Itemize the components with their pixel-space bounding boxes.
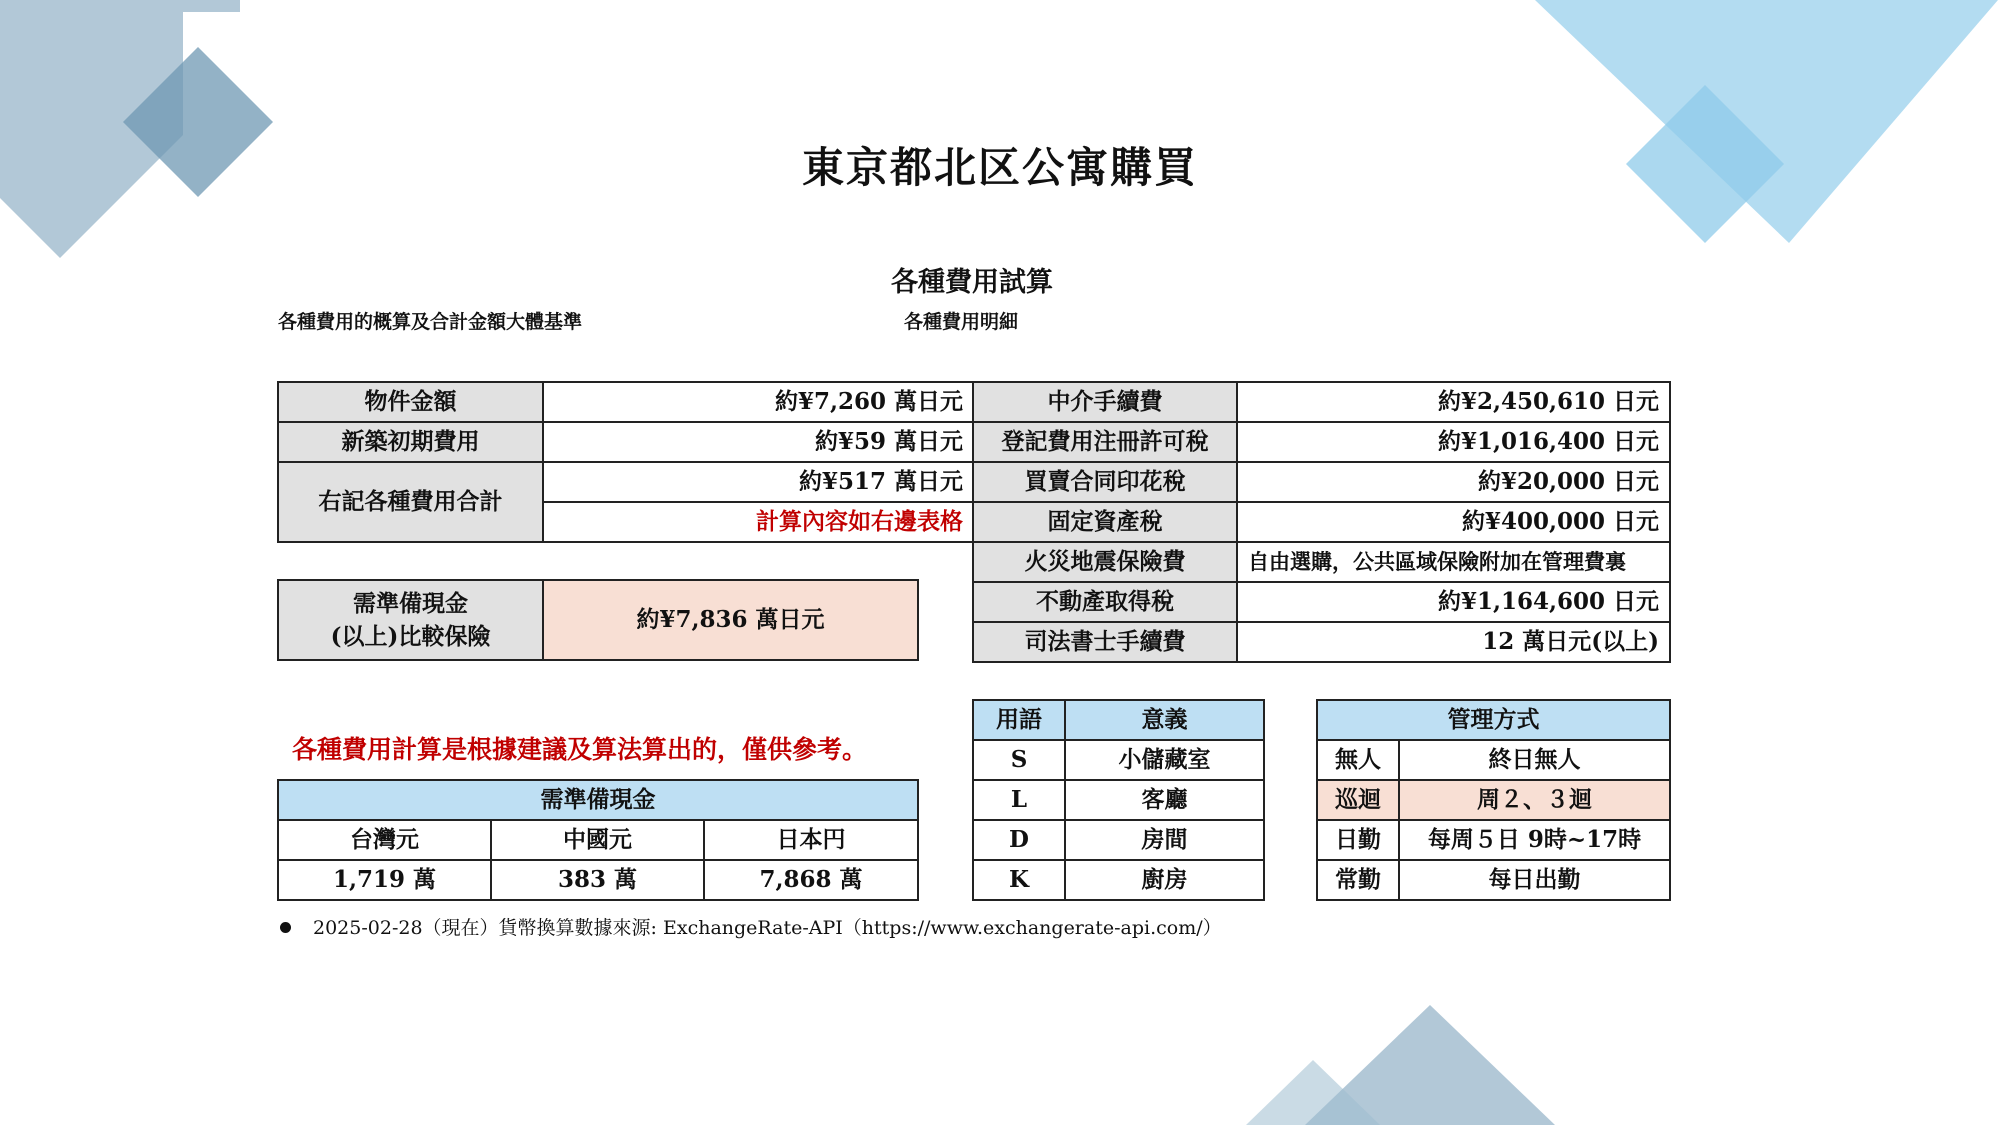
fees-total-value: 約¥517 萬日元 [543, 462, 974, 502]
management-type: 巡迴 [1317, 780, 1399, 820]
initial-cost-value: 約¥59 萬日元 [543, 422, 974, 462]
management-type: 無人 [1317, 740, 1399, 780]
fee-row [973, 582, 1670, 622]
management-table-header: 管理方式 [1317, 700, 1670, 740]
fee-value: 自由選購，公共區域保險附加在管理費裏 [1237, 542, 1670, 582]
fee-value: 約¥400,000 日元 [1237, 502, 1670, 542]
fees-total-label: 右記各種費用合計 [278, 462, 543, 542]
cash-needed-label-line2: (以上)比較保險 [330, 623, 491, 650]
fee-row [973, 622, 1670, 662]
currency-twd-value: 1,719 萬 [278, 860, 491, 900]
currency-table [277, 779, 919, 901]
cost-summary-table [277, 381, 975, 543]
management-detail: 每周５日 9時~17時 [1399, 820, 1670, 860]
source-note-text: 2025-02-28（現在）貨幣換算數據來源: ExchangeRate-API（https://www.exchangerate-api.com/） [313, 917, 1222, 939]
term-code: K [973, 860, 1065, 900]
fee-value: 約¥1,016,400 日元 [1237, 422, 1670, 462]
source-note [280, 913, 1222, 940]
fee-row [973, 462, 1670, 502]
currency-cny-label: 中國元 [491, 820, 704, 860]
fee-value: 約¥2,450,610 日元 [1237, 382, 1670, 422]
fee-value: 12 萬日元(以上) [1237, 622, 1670, 662]
management-detail: 周２、３迴 [1399, 780, 1670, 820]
disclaimer-note: 各種費用計算是根據建議及算法算出的，僅供參考。 [292, 735, 868, 764]
cash-needed-table [277, 579, 919, 661]
management-detail: 終日無人 [1399, 740, 1670, 780]
right-caption: 各種費用明細 [904, 311, 1019, 333]
fees-total-note: 計算內容如右邊表格 [543, 502, 974, 542]
currency-jpy-label: 日本円 [704, 820, 918, 860]
term-code: L [973, 780, 1065, 820]
management-type: 日勤 [1317, 820, 1399, 860]
left-caption: 各種費用的概算及合計金額大體基準 [278, 311, 583, 333]
fee-value: 約¥20,000 日元 [1237, 462, 1670, 502]
cash-needed-label-line1: 需準備現金 [353, 589, 468, 617]
term-meaning: 小儲藏室 [1065, 740, 1264, 780]
management-table [1316, 699, 1671, 901]
terms-header-term: 用語 [973, 700, 1065, 740]
fee-row [973, 382, 1670, 422]
section-subtitle: 各種費用試算 [891, 267, 1053, 298]
term-meaning: 廚房 [1065, 860, 1264, 900]
currency-twd-label: 台灣元 [278, 820, 491, 860]
fee-label: 固定資產稅 [973, 502, 1237, 542]
fee-row [973, 542, 1670, 582]
price-label: 物件金額 [278, 382, 543, 422]
fee-label: 火災地震保險費 [973, 542, 1237, 582]
terms-header-meaning: 意義 [1065, 700, 1264, 740]
fee-row [973, 422, 1670, 462]
term-code: S [973, 740, 1065, 780]
initial-cost-label: 新築初期費用 [278, 422, 543, 462]
currency-table-header: 需準備現金 [278, 780, 918, 820]
price-value: 約¥7,260 萬日元 [543, 382, 974, 422]
fee-label: 買賣合同印花稅 [973, 462, 1237, 502]
cash-needed-label [278, 580, 543, 660]
fee-label: 中介手續費 [973, 382, 1237, 422]
page-title: 東京都北区公寓購買 [801, 143, 1198, 192]
fee-label: 登記費用注冊許可稅 [973, 422, 1237, 462]
currency-cny-value: 383 萬 [491, 860, 704, 900]
fee-value: 約¥1,164,600 日元 [1237, 582, 1670, 622]
term-meaning: 客廳 [1065, 780, 1264, 820]
fee-breakdown-table [972, 381, 1671, 663]
deco-triangle-topright [1535, 0, 1998, 243]
management-detail: 每日出勤 [1399, 860, 1670, 900]
cash-needed-value: 約¥7,836 萬日元 [543, 580, 918, 660]
terms-table [972, 699, 1265, 901]
term-code: D [973, 820, 1065, 860]
term-meaning: 房間 [1065, 820, 1264, 860]
fee-label: 不動產取得稅 [973, 582, 1237, 622]
fee-label: 司法書士手續費 [973, 622, 1237, 662]
management-type: 常勤 [1317, 860, 1399, 900]
bullet-icon [280, 922, 291, 933]
currency-jpy-value: 7,868 萬 [704, 860, 918, 900]
fee-row [973, 502, 1670, 542]
